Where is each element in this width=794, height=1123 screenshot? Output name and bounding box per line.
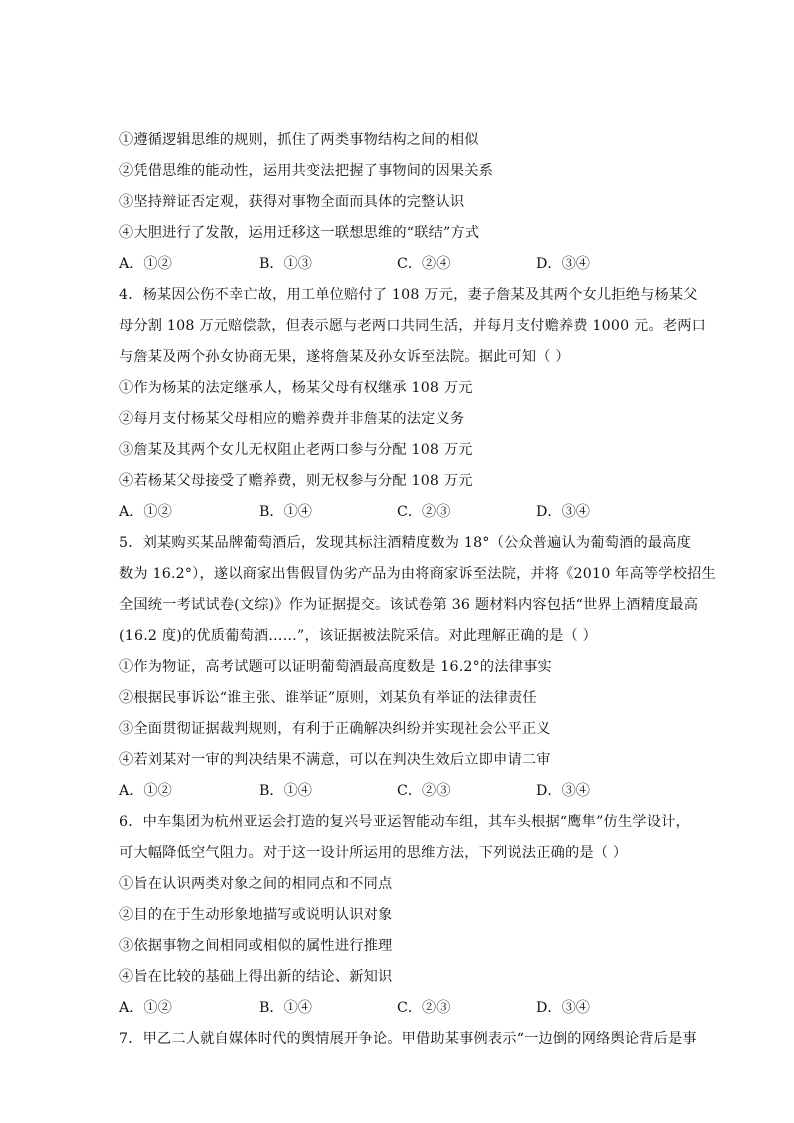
q5-stem-line-4: (16.2 度)的优质葡萄酒……”，该证据被法院采信。对此理解正确的是（ ） xyxy=(119,628,597,644)
q4-option-3: ③詹某及其两个女儿无权阻止老两口参与分配 108 万元 xyxy=(119,442,473,458)
q4-option-4: ④若杨某父母接受了赡养费，则无权参与分配 108 万元 xyxy=(119,473,473,489)
q4-stem-line-2: 母分割 108 万元赔偿款，但表示愿与老两口共同生活，并每月支付赡养费 1000 元。老两口 xyxy=(119,318,706,334)
q6-choices xyxy=(119,998,679,1018)
q4-option-1: ①作为杨某的法定继承人，杨某父母有权继承 108 万元 xyxy=(119,380,473,396)
q5-option-1: ①作为物证，高考试题可以证明葡萄酒最高度数是 16.2°的法律事实 xyxy=(119,659,552,675)
q6-option-1: ①旨在认识两类对象之间的相同点和不同点 xyxy=(119,876,393,892)
q3-option-1: ①遵循逻辑思维的规则，抓住了两类事物结构之间的相似 xyxy=(119,132,479,148)
q6-choice-a: A．①② xyxy=(119,1000,172,1016)
q5-choice-b: B．①④ xyxy=(259,783,312,799)
q3-choice-a: A．①② xyxy=(119,256,172,272)
q4-choice-b: B．①④ xyxy=(259,504,312,520)
q3-choices xyxy=(119,254,679,274)
q5-option-4: ④若刘某对一审的判决结果不满意，可以在判决生效后立即申请二审 xyxy=(119,752,551,768)
q6-option-4: ④旨在比较的基础上得出新的结论、新知识 xyxy=(119,969,393,985)
q4-stem-line-3: 与詹某及两个孙女协商无果，遂将詹某及孙女诉至法院。据此可知（ ） xyxy=(119,349,570,365)
q4-stem-line-1: 4．杨某因公伤不幸亡故，用工单位赔付了 108 万元，妻子詹某及其两个女儿拒绝与杨某父 xyxy=(119,287,698,303)
q5-stem-line-2: 数为 16.2°），遂以商家出售假冒伪劣产品为由将商家诉至法院，并将《2010 年高等学校招生 xyxy=(119,566,716,582)
q6-stem-line-2: 可大幅降低空气阻力。对于这一设计所运用的思维方法，下列说法正确的是（ ） xyxy=(119,845,628,861)
q5-choice-d: D．③④ xyxy=(536,783,590,799)
q4-choice-c: C．②③ xyxy=(397,504,451,520)
q5-choices xyxy=(119,781,679,801)
q6-choice-b: B．①④ xyxy=(259,1000,312,1016)
q3-choice-c: C．②④ xyxy=(397,256,451,272)
q5-option-2: ②根据民事诉讼“谁主张、谁举证”原则，刘某负有举证的法律责任 xyxy=(119,690,537,706)
q3-choice-d: D．③④ xyxy=(536,256,590,272)
q3-option-4: ④大胆进行了发散，运用迁移这一联想思维的“联结”方式 xyxy=(119,225,480,241)
q4-choice-a: A．①② xyxy=(119,504,172,520)
q6-option-3: ③依据事物之间相同或相似的属性进行推理 xyxy=(119,938,393,954)
q5-stem-line-3: 全国统一考试试卷(文综)》作为证据提交。该试卷第 36 题材料内容包括“世界上酒精度最高 xyxy=(119,597,699,613)
q6-choice-d: D．③④ xyxy=(536,1000,590,1016)
q6-choice-c: C．②③ xyxy=(397,1000,451,1016)
q5-choice-a: A．①② xyxy=(119,783,172,799)
q3-choice-b: B．①③ xyxy=(259,256,312,272)
q4-option-2: ②每月支付杨某父母相应的赡养费并非詹某的法定义务 xyxy=(119,411,465,427)
q6-stem-line-1: 6．中车集团为杭州亚运会打造的复兴号亚运智能动车组，其车头根据“鹰隼”仿生学设计， xyxy=(119,814,690,830)
q6-option-2: ②目的在于生动形象地描写或说明认识对象 xyxy=(119,907,393,923)
q3-option-3: ③坚持辩证否定观，获得对事物全面而具体的完整认识 xyxy=(119,194,465,210)
q5-choice-c: C．②③ xyxy=(397,783,451,799)
q3-option-2: ②凭借思维的能动性，运用共变法把握了事物间的因果关系 xyxy=(119,163,494,179)
q4-choices xyxy=(119,502,679,522)
q5-stem-line-1: 5．刘某购买某品牌葡萄酒后，发现其标注酒精度数为 18°（公众普遍认为葡萄酒的最高度 xyxy=(119,535,692,551)
q7-stem-line-1: 7．甲乙二人就自媒体时代的舆情展开争论。甲借助某事例表示“一边倒的网络舆论背后是事 xyxy=(119,1031,697,1047)
q5-option-3: ③全面贯彻证据裁判规则，有利于正确解决纠纷并实现社会公平正义 xyxy=(119,721,551,737)
q4-choice-d: D．③④ xyxy=(536,504,590,520)
